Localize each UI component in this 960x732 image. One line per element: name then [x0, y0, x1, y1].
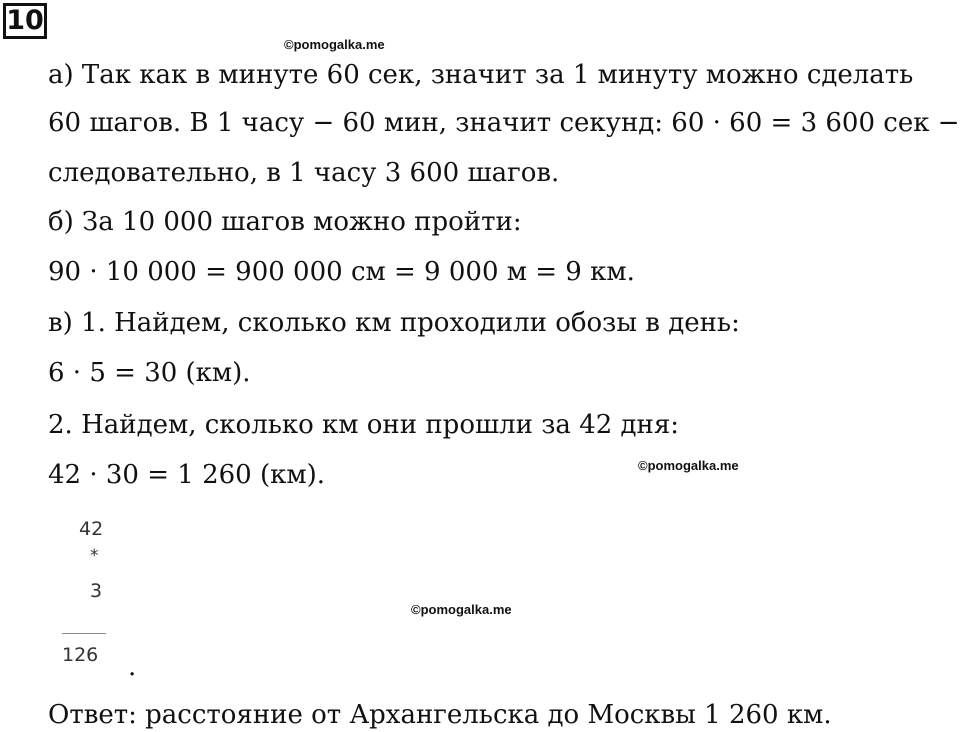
column-mult-operator: *: [90, 546, 99, 566]
text-line-7: 6 · 5 = 30 (км).: [48, 358, 251, 388]
text-line-2: 60 шагов. В 1 часу − 60 мин, значит секунд: 60 · 60 = 3 600 сек −: [48, 108, 960, 138]
trailing-dot: .: [128, 652, 137, 682]
task-number-badge: 10: [3, 3, 47, 39]
text-line-1: а) Так как в минуте 60 сек, значит за 1 минуту можно сделать: [48, 60, 914, 90]
text-line-6: в) 1. Найдем, сколько км проходили обозы в день:: [48, 308, 740, 338]
column-mult-bottom: 3: [90, 580, 103, 602]
watermark-middle: ©pomogalka.me: [638, 458, 739, 473]
text-line-4: б) За 10 000 шагов можно пройти:: [48, 207, 522, 237]
answer-line: Ответ: расстояние от Архангельска до Москвы 1 260 км.: [48, 700, 832, 730]
text-line-8: 2. Найдем, сколько км они прошли за 42 дня:: [48, 410, 680, 440]
text-line-9: 42 · 30 = 1 260 (км).: [48, 460, 325, 490]
column-mult-top: 42: [79, 518, 104, 540]
column-mult-result: 126: [62, 644, 99, 666]
text-line-3: следовательно, в 1 часу 3 600 шагов.: [48, 158, 560, 188]
text-line-5: 90 · 10 000 = 900 000 см = 9 000 м = 9 км.: [48, 257, 635, 287]
column-mult-rule: [62, 633, 106, 634]
watermark-bottom: ©pomogalka.me: [411, 602, 512, 617]
watermark-top: ©pomogalka.me: [284, 37, 385, 52]
